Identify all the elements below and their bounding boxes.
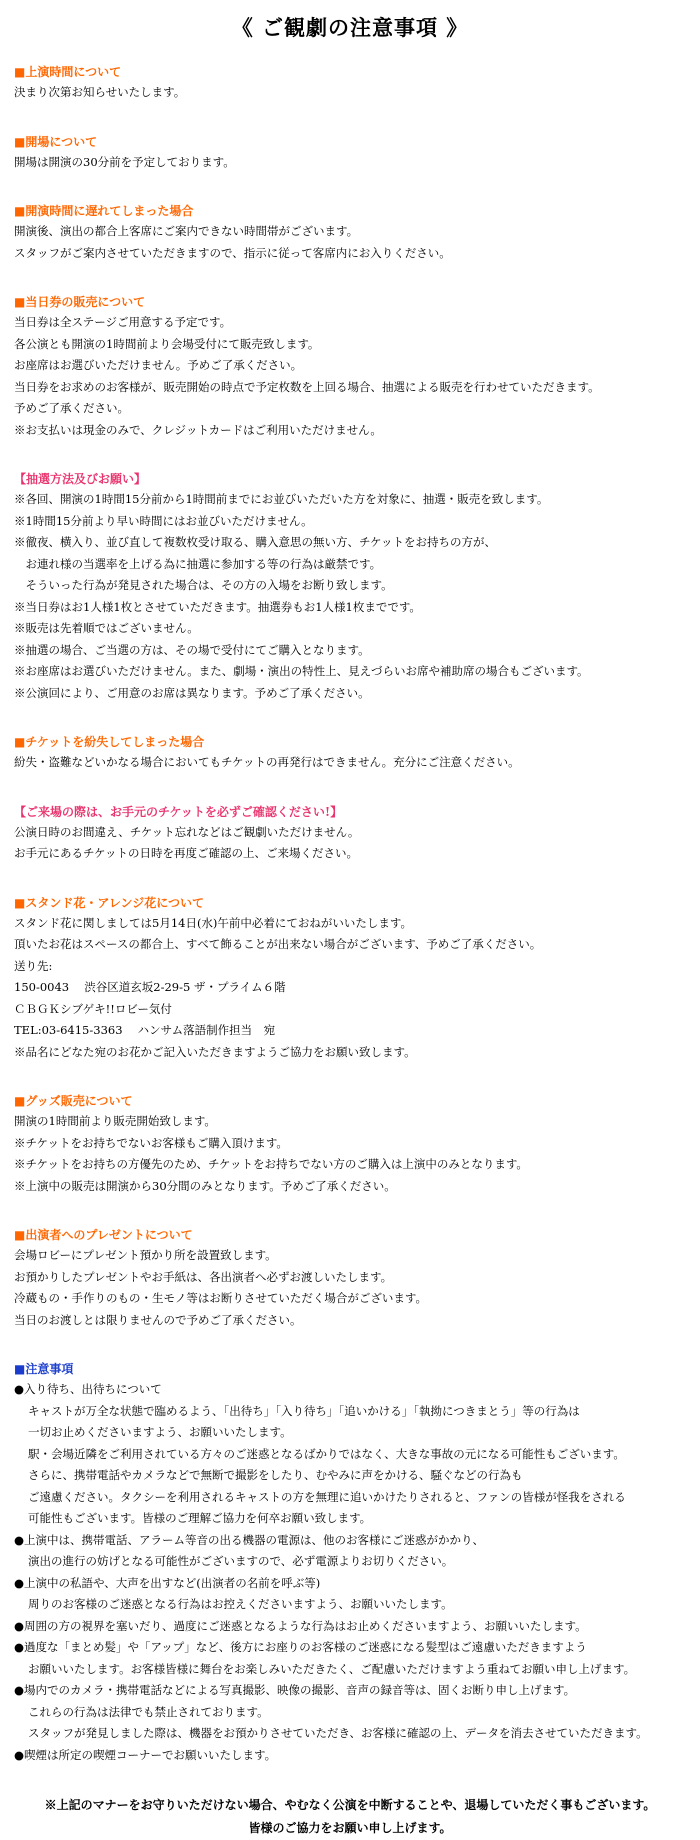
section-line: 当日券をお求めのお客様が、販売開始の時点で予定枚数を上回る場合、抽選による販売を行わせていただきます。 — [14, 379, 600, 394]
section-line: お座席はお選びいただけません。予めご了承ください。 — [14, 358, 303, 372]
notes-detail-line: キャストが万全な状態で臨めるよう、「出待ち」「入り待ち」「追いかける」「執拗につきまとう」等の行為は — [28, 1403, 580, 1418]
notes-heading: ■注意事項 — [14, 1362, 74, 1376]
section-heading: ■上演時間について — [14, 65, 122, 79]
notes-bullet-line: ●入り待ち、出待ちについて — [14, 1382, 162, 1396]
notice-section — [14, 62, 686, 104]
section-line: ※各回、開演の1時間15分前から1時間前までにお並びいただいた方を対象に、抽選・販売を致します。 — [14, 492, 549, 506]
notice-section — [14, 1091, 686, 1197]
notes-detail-line: スタッフが発見しました際は、機器をお預かりさせていただき、お客様に確認の上、データを消去させていただきます。 — [28, 1726, 648, 1740]
section-line: そういった行為が発見された場合は、その方の入場をお断り致します。 — [14, 578, 393, 592]
notice-section — [14, 893, 686, 1064]
notice-section — [14, 201, 686, 264]
section-line: ※上演中の販売は開演から30分間のみとなります。予めご了承ください。 — [14, 1178, 396, 1193]
sections-container — [14, 62, 686, 1331]
section-line: ※当日券はお1人様1枚とさせていただきます。抽選券もお1人様1枚までです。 — [14, 599, 421, 614]
section-line: お手元にあるチケットの日時を再度ご確認の上、ご来場ください。 — [14, 846, 358, 860]
section-line: 会場ロビーにプレゼント預かり所を設置致します。 — [14, 1248, 277, 1262]
notes-bullet-line: ●喫煙は所定の喫煙コーナーでお願いいたします。 — [14, 1747, 277, 1762]
section-line: ※抽選の場合、ご当選の方は、その場で受付にてご購入となります。 — [14, 642, 370, 657]
section-heading: ■出演者へのプレゼントについて — [14, 1228, 193, 1242]
notes-bullet-line: ●周囲の方の視界を塞いだり、過度にご迷惑となるような行為はお止めくださいますよう、お願いいたします。 — [14, 1618, 587, 1633]
section-heading: ■グッズ販売について — [14, 1094, 133, 1108]
notes-detail-line: ご遠慮ください。タクシーを利用されるキャストの方を無理に追いかけたりされると、ファンの皆様が怪我をされる — [28, 1489, 626, 1504]
section-line: スタッフがご案内させていただきますので、指示に従って客席内にお入りください。 — [14, 245, 451, 260]
section-line: 頂いたお花はスペースの都合上、すべて飾ることが出来ない場合がございます、予めご了承ください。 — [14, 937, 542, 951]
section-line: 当日のお渡しとは限りませんので予めご了承ください。 — [14, 1312, 302, 1327]
notes-bullet-line: ●上演中は、携帯電話、アラーム等音の出る機器の電源は、他のお客様にご迷惑がかかり、 — [14, 1532, 485, 1547]
section-line: 150-0043 渋谷区道玄坂2-29-5 ザ・プライム６階 — [14, 980, 286, 994]
notes-detail-line: 一切お止めくださいますよう、お願いいたします。 — [28, 1425, 292, 1439]
notes-lines — [14, 1379, 686, 1766]
section-heading: ■チケットを紛失してしまった場合 — [14, 735, 205, 749]
section-line: TEL:03-6415-3363 ハンサム落語制作担当 宛 — [14, 1023, 276, 1037]
notes-detail-line: 駅・会場近隣をご利用されている方々のご迷惑となるばかりではなく、大きな事故の元になる可能性もございます。 — [28, 1446, 625, 1461]
section-line: ※チケットをお持ちの方優先のため、チケットをお持ちでない方のご購入は上演中のみとなります。 — [14, 1157, 528, 1171]
section-line: 当日券は全ステージご用意する予定です。 — [14, 315, 232, 329]
section-line: ※お座席はお選びいただけません。また、劇場・演出の特性上、見えづらいお席や補助席の場合もございます。 — [14, 664, 589, 678]
section-line: 紛失・盗難などいかなる場合においてもチケットの再発行はできません。充分にご注意ください。 — [14, 755, 520, 769]
section-line: ※販売は先着順ではございません。 — [14, 621, 199, 635]
section-heading: ■開演時間に遅れてしまった場合 — [14, 204, 194, 218]
section-line: 各公演とも開演の1時間前より会場受付にて販売致します。 — [14, 336, 320, 351]
notes-detail-line: これらの行為は法律でも禁止されております。 — [28, 1704, 269, 1719]
notes-detail-line: 演出の進行の妨げとなる可能性がございますので、必ず電源よりお切りください。 — [28, 1554, 454, 1568]
section-heading: ■開場について — [14, 134, 98, 149]
notes-bullet-line: ●過度な「まとめ髪」や「アップ」など、後方にお座りのお客様のご迷惑になる髪型はご遠慮いただきますよう — [14, 1640, 587, 1654]
section-heading: 【ご来場の際は、お手元のチケットを必ずご確認ください!】 — [14, 804, 343, 819]
section-line: ※お支払いは現金のみで、クレジットカードはご利用いただけません。 — [14, 422, 382, 437]
notes-detail-line: お願いいたします。お客様皆様に舞台をお楽しみいただきたく、ご配慮いただけますよう重ねてお願い申し上げます。 — [28, 1661, 636, 1676]
section-line: お連れ様の当選率を上げる為に抽選に参加する等の行為は厳禁です。 — [14, 556, 382, 571]
notes-detail-line: 周りのお客様のご迷惑となる行為はお控えくださいますよう、お願いいたします。 — [28, 1597, 453, 1611]
notes-bullet-line: ●場内でのカメラ・携帯電話などによる写真撮影、映像の撮影、音声の録音等は、固くお断り申し上げます。 — [14, 1683, 576, 1697]
section-line: 送り先: — [14, 958, 53, 973]
notice-section — [14, 732, 686, 774]
section-line: ※公演回により、ご用意のお席は異なります。予めご了承ください。 — [14, 685, 370, 700]
section-line: 予めご了承ください。 — [14, 401, 129, 415]
notes-section — [14, 1359, 686, 1766]
notice-section — [14, 802, 686, 865]
section-line: お預かりしたプレゼントやお手紙は、各出演者へ必ずお渡しいたします。 — [14, 1269, 393, 1284]
section-heading: 【抽選方法及びお願い】 — [14, 472, 147, 486]
section-line: スタンド花に関しましては5月14日(水)午前中必着にておねがいいたします。 — [14, 915, 412, 930]
section-line: 開演後、演出の都合上客席にご案内できない時間帯がございます。 — [14, 224, 359, 238]
section-line: 決まり次第お知らせいたします。 — [14, 85, 186, 99]
notice-section — [14, 1225, 686, 1331]
closing-line: 皆様のご協力をお願い申し上げます。 — [248, 1821, 452, 1835]
section-line: 冷蔵もの・手作りのもの・生モノ等はお断りさせていただく場合がございます。 — [14, 1291, 427, 1305]
notice-section — [14, 469, 686, 704]
section-line: 開演の1時間前より販売開始致します。 — [14, 1114, 216, 1128]
notes-bullet-line: ●上演中の私語や、大声を出すなど(出演者の名前を呼ぶ等) — [14, 1575, 321, 1590]
notice-section — [14, 132, 686, 174]
notes-detail-line: 可能性もございます。皆様のご理解ご協力を何卒お願い致します。 — [28, 1511, 372, 1525]
section-line: 公演日時のお間違え、チケット忘れなどはご観劇いただけません。 — [14, 824, 360, 839]
section-line: ※チケットをお持ちでないお客様もご購入頂けます。 — [14, 1135, 288, 1150]
section-heading: ■当日券の販売について — [14, 295, 146, 309]
closing-message — [14, 1794, 686, 1840]
notice-section — [14, 292, 686, 441]
section-line: ※品名にどなた宛のお花かご記入いただきますようご協力をお願い致します。 — [14, 1044, 416, 1059]
closing-line: ※上記のマナーをお守りいただけない場合、やむなく公演を中断することや、退場していただく事もございます。 — [44, 1798, 656, 1812]
section-line: ※徹夜、横入り、並び直して複数枚受け取る、購入意思の無い方、チケットをお持ちの方が、 — [14, 535, 496, 549]
section-line: ※1時間15分前より早い時間にはお並びいただけません。 — [14, 513, 313, 528]
section-line: 開場は開演の30分前を予定しております。 — [14, 154, 235, 169]
notes-detail-line: さらに、携帯電話やカメラなどで無断で撮影をしたり、むやみに声をかける、騒ぐなどの行為も — [28, 1468, 523, 1482]
section-line: ＣＢＧＫシブゲキ!!ロビー気付 — [14, 1001, 172, 1016]
section-heading: ■スタンド花・アレンジ花について — [14, 895, 205, 910]
page-title: 《 ご観劇の注意事項 》 — [231, 15, 469, 40]
